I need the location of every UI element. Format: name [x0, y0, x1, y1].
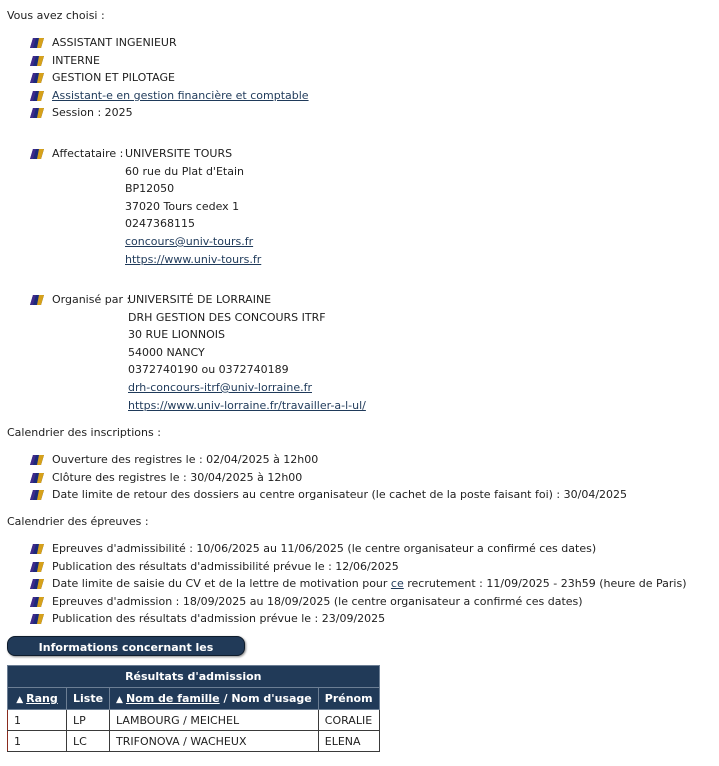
- inscriptions-list: [30, 451, 627, 504]
- organisateur-label: Organisé par :: [52, 293, 131, 306]
- results-table: [7, 665, 380, 752]
- bullet-icon: [30, 91, 44, 101]
- cell-nom: TRIFONOVA / WACHEUX: [110, 731, 319, 752]
- choice-list: [30, 34, 309, 122]
- column-header-rang: [8, 688, 67, 710]
- results-title: Résultats d'admission: [8, 666, 380, 688]
- organisateur-block: [52, 291, 366, 414]
- epreuves-heading: Calendrier des épreuves :: [7, 515, 149, 528]
- list-item: Clôture des registres le : 30/04/2025 à 12h00: [30, 469, 627, 487]
- affectataire-website-link[interactable]: https://www.univ-tours.fr: [125, 252, 262, 266]
- sort-nom-link[interactable]: Nom de famille: [125, 692, 220, 705]
- affectataire-email-link[interactable]: concours@univ-tours.fr: [125, 234, 254, 248]
- sort-rang-link[interactable]: Rang: [26, 692, 58, 705]
- list-item: Publication des résultats d'admissibilité prévue le : 12/06/2025: [30, 558, 686, 576]
- recruitment-link[interactable]: ce: [390, 577, 404, 591]
- cell-rang: 1: [8, 731, 67, 752]
- cell-liste: LP: [67, 710, 110, 731]
- bullet-icon: [30, 544, 44, 554]
- bullet-icon: [30, 38, 44, 48]
- list-item: Epreuves d'admissibilité : 10/06/2025 au 11/06/2025 (le centre organisateur a confirmé ces dates): [30, 540, 686, 558]
- bullet-icon: [30, 562, 44, 572]
- organisateur-street: 30 RUE LIONNOIS: [128, 328, 226, 342]
- list-item: INTERNE: [30, 52, 309, 70]
- organisateur-website-link[interactable]: https://www.univ-lorraine.fr/travailler-a-l-ul/: [128, 398, 366, 412]
- affectataire-street: 60 rue du Plat d'Etain: [125, 164, 244, 178]
- bullet-icon: [30, 295, 44, 305]
- cell-liste: LC: [67, 731, 110, 752]
- bullet-icon: [30, 490, 44, 500]
- bullet-icon: [30, 473, 44, 483]
- cell-nom: LAMBOURG / MEICHEL: [110, 710, 319, 731]
- list-item: GESTION ET PILOTAGE: [30, 69, 309, 87]
- bullet-icon: [30, 614, 44, 624]
- bullet-icon: [30, 149, 44, 159]
- list-item: Publication des résultats d'admission prévue le : 23/09/2025: [30, 610, 686, 628]
- organisateur-name: UNIVERSITÉ DE LORRAINE: [128, 293, 272, 306]
- affectataire-phone: 0247368115: [125, 217, 195, 231]
- epreuves-list: [30, 540, 686, 628]
- bullet-icon: [30, 73, 44, 83]
- organisateur-phone: 0372740190 ou 0372740189: [128, 363, 289, 377]
- inscriptions-heading: Calendrier des inscriptions :: [7, 426, 161, 439]
- organisateur-dept: DRH GESTION DES CONCOURS ITRF: [128, 310, 326, 324]
- cell-rang: 1: [8, 710, 67, 731]
- specialty-link[interactable]: Assistant-e en gestion financière et comptable: [52, 88, 309, 102]
- affectataire-bp: BP12050: [125, 182, 175, 196]
- affectations-info-button[interactable]: Informations concernant les: [7, 636, 245, 656]
- bullet-icon: [30, 56, 44, 66]
- list-item: Epreuves d'admission : 18/09/2025 au 18/09/2025 (le centre organisateur a confirmé ces dates): [30, 593, 686, 611]
- sort-arrow-up-icon[interactable]: ▲: [116, 695, 123, 705]
- list-item: [30, 87, 309, 105]
- cell-prenom: CORALIE: [318, 710, 379, 731]
- list-item: Ouverture des registres le : 02/04/2025 à 12h00: [30, 451, 627, 469]
- affectataire-label: Affectataire :: [52, 147, 124, 160]
- column-header-nom: ▲ Nom de famille / Nom d'usage: [110, 688, 319, 710]
- list-item: Date limite de saisie du CV et de la lettre de motivation pour ce recrutement : 11/09/2025 - 23h59 (heure de Paris): [30, 575, 686, 593]
- intro-label: Vous avez choisi :: [7, 9, 105, 22]
- list-item: Session : 2025: [30, 104, 309, 122]
- organisateur-email-link[interactable]: drh-concours-itrf@univ-lorraine.fr: [128, 380, 312, 394]
- bullet-icon: [30, 455, 44, 465]
- table-row: [8, 731, 380, 752]
- table-row: [8, 710, 380, 731]
- bullet-icon: [30, 579, 44, 589]
- column-header-prenom: Prénom: [318, 688, 379, 710]
- list-item: Date limite de retour des dossiers au centre organisateur (le cachet de la poste faisant foi) : 30/04/2025: [30, 486, 627, 504]
- bullet-icon: [30, 597, 44, 607]
- bullet-icon: [30, 108, 44, 118]
- list-item: ASSISTANT INGENIEUR: [30, 34, 309, 52]
- cell-prenom: ELENA: [318, 731, 379, 752]
- affectataire-city: 37020 Tours cedex 1: [125, 199, 240, 213]
- affectataire-block: [52, 145, 261, 268]
- affectataire-name: UNIVERSITE TOURS: [125, 147, 233, 160]
- sort-arrow-up-icon[interactable]: ▲: [16, 695, 24, 705]
- organisateur-city: 54000 NANCY: [128, 345, 205, 359]
- column-header-liste: Liste: [67, 688, 110, 710]
